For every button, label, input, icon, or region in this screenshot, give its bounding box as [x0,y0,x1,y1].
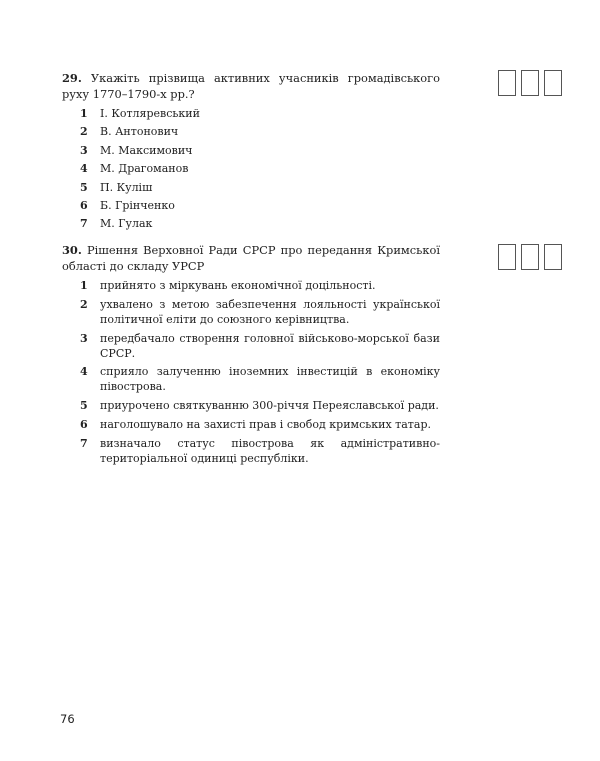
question-29-text [62,70,440,102]
option-text: Б. Грінченко [100,198,175,212]
option-text: М. Гулак [100,217,153,231]
option-number: 6 [80,417,88,431]
question-30-prompt: Рішення Верховної Ради СРСР про передання Кримської області до складу УРСР [62,243,440,273]
answer-boxes-30 [498,244,562,270]
answer-box[interactable] [521,70,539,96]
question-29 [62,70,440,235]
option-29-3 [80,143,440,158]
option-30-1 [80,278,440,293]
question-30-options [62,278,440,466]
answer-boxes-29 [498,70,562,96]
question-29-number: 29. [62,71,82,85]
option-29-6 [80,198,440,213]
option-number: 5 [80,399,88,413]
question-30-text [62,242,440,274]
option-text: М. Максимович [100,143,193,157]
option-30-7 [80,436,440,466]
option-text: П. Куліш [100,180,153,194]
option-text: ухвалено з метою забезпечення лояльності української політичної еліти до союзного керівництва. [100,297,440,326]
option-text: прийнято з міркувань економічної доцільності. [100,279,376,292]
option-number: 7 [80,217,88,231]
question-30 [62,242,440,470]
option-number: 1 [80,279,88,292]
option-29-5 [80,180,440,195]
option-text: сприяло залученню іноземних інвестицій в економіку півострова. [100,365,440,394]
option-30-2 [80,297,440,327]
option-29-1 [80,106,440,121]
option-number: 2 [80,125,88,139]
option-text: передбачало створення головної військово-морської бази СРСР. [100,331,440,360]
option-text: визначало статус півострова як адміністративно-територіальної одиниці республіки. [100,436,440,465]
option-30-3 [80,331,440,361]
page-number: 76 [60,712,75,726]
option-number: 1 [80,107,88,120]
option-number: 4 [80,162,88,176]
option-30-5 [80,398,440,413]
option-29-7 [80,216,440,231]
answer-box[interactable] [521,244,539,270]
question-29-options [62,106,440,231]
option-text: приурочено святкуванню 300-річчя Переяславської ради. [100,399,439,413]
option-number: 3 [80,143,88,157]
option-number: 4 [80,365,88,379]
answer-box[interactable] [544,244,562,270]
option-text: наголошувало на захисті прав і свобод кримських татар. [100,417,431,431]
option-29-4 [80,161,440,176]
option-30-4 [80,364,440,394]
answer-box[interactable] [498,70,516,96]
option-number: 6 [80,198,88,212]
question-29-prompt: Укажіть прізвища активних учасників громадівського руху 1770–1790-х рр.? [62,71,440,101]
answer-box[interactable] [544,70,562,96]
option-29-2 [80,124,440,139]
option-text: В. Антонович [100,125,179,139]
option-number: 3 [80,331,88,345]
answer-box[interactable] [498,244,516,270]
option-30-6 [80,417,440,432]
option-text: М. Драгоманов [100,162,189,176]
option-text: І. Котляревський [100,107,200,120]
question-30-number: 30. [62,243,82,257]
option-number: 5 [80,180,88,194]
option-number: 7 [80,436,88,450]
option-number: 2 [80,297,88,311]
